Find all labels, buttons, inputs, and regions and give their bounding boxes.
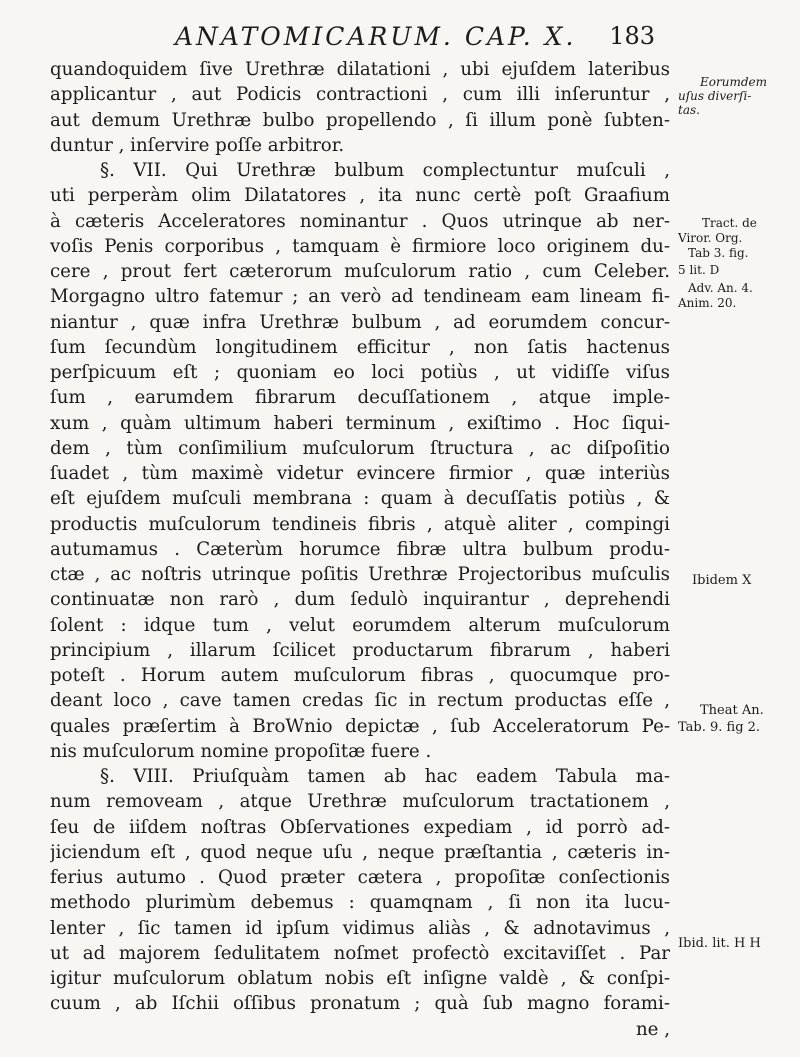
- text-line: ſolent : idque tum , velut eorumdem alterum muſculorum: [50, 614, 670, 636]
- margin-note: Tab. 9. fig 2.: [678, 720, 761, 735]
- text-line: productis muſculorum tendineis fibris , atquè aliter , compingi: [50, 513, 670, 535]
- text-line: Morgagno ultro fatemur ; an verò ad tendineam eam lineam fi-: [50, 286, 670, 308]
- margin-note: Ibid. lit. H H: [678, 936, 761, 951]
- margin-note: Adv. An. 4.: [688, 281, 753, 295]
- margin-note: tas.: [678, 103, 700, 117]
- body-text: [50, 57, 670, 1042]
- text-line: applicantur , aut Podicis contractioni , cum illi inſeruntur ,: [50, 84, 670, 106]
- text-line: cere , prout fert cæterorum muſculorum ratio , cum Celeber.: [50, 261, 670, 282]
- margin-note: uſus diverſi-: [678, 89, 752, 103]
- page-header: [175, 14, 655, 54]
- text-line: jiciendum eſt , quod neque uſu , neque præſtantia , cæteris in-: [50, 841, 670, 863]
- text-line: quales præſertim à BroWnio depictæ , ſub Acceleratorum Pe-: [50, 715, 670, 737]
- text-line: deant loco , cave tamen credas ſic in rectum productas eſſe ,: [50, 690, 670, 712]
- text-line: à cæteris Acceleratores nominantur . Quos utrinque ab ner-: [50, 210, 670, 232]
- text-line: §. VII. Qui Urethræ bulbum complectuntur muſculi ,: [100, 160, 670, 181]
- text-line: ferius autumo . Quod præter cætera , propoſitæ conſectionis: [50, 867, 670, 888]
- margin-note: Viror. Org.: [678, 231, 743, 245]
- text-line: uti perperàm olim Dilatatores , ita nunc certè poſt Graafium: [50, 185, 670, 207]
- text-line: methodo plurimùm debemus : quamqnam , ſi non ita lucu-: [50, 892, 670, 914]
- margin-note: Theat An.: [700, 703, 764, 718]
- text-line: nis muſculorum nomine propoſitæ fuere .: [50, 740, 432, 762]
- text-line: igitur muſculorum oblatum nobis eſt inſigne valdè , & conſpi-: [50, 968, 670, 989]
- margin-note: Tract. de: [702, 216, 757, 230]
- text-line: perſpicuum eſt ; quoniam eo loci potiùs , ut vidiſſe viſus: [50, 362, 670, 383]
- text-line: continuatæ non rarò , dum ſedulò inquirantur , deprehendi: [50, 589, 670, 611]
- text-line: eſt ejuſdem muſculi membrana : quam à decuſſatis potiùs , &: [50, 488, 670, 510]
- margin-note: Tab 3. fig.: [688, 246, 749, 260]
- margin-note: 5 lit. D: [678, 263, 720, 277]
- text-line: niantur , quæ infra Urethræ bulbum , ad eorumdem concur-: [50, 311, 670, 333]
- text-line: duntur , inſervire poſſe arbitror.: [50, 134, 345, 156]
- text-line: ut ad majorem ſedulitatem noſmet profectò excitaviſſet . Par: [50, 942, 670, 964]
- text-line: quandoquidem ſive Urethræ dilatationi , ubi ejuſdem lateribus: [50, 59, 670, 80]
- text-line: voſis Penis corporibus , tamquam è firmiore loco originem du-: [50, 235, 670, 257]
- text-line: principium , illarum ſcilicet productarum fibrarum , haberi: [50, 639, 670, 661]
- text-line: ctæ , ac noſtris utrinque poſitis Urethræ Projectoribus muſculis: [50, 564, 670, 585]
- text-line: cuum , ab Iſchii oſſibus pronatum ; quà ſub magno forami-: [50, 993, 670, 1015]
- margin-note: Eorumdem: [700, 75, 767, 89]
- text-line: aut demum Urethræ bulbo propellendo , ſi illum ponè ſubten-: [50, 109, 670, 131]
- text-line: num removeam , atque Urethræ muſculorum tractationem ,: [50, 791, 670, 813]
- text-line: ne ,: [635, 1018, 670, 1040]
- text-line: poteſt . Horum autem muſculorum fibras , quocumque pro-: [50, 665, 670, 686]
- text-line: ſuadet , tùm maximè videtur evincere firmior , quæ interiùs: [50, 463, 670, 484]
- text-line: ſeu de iiſdem noſtras Obſervationes expediam , id porrò ad-: [50, 816, 670, 838]
- text-line: xum , quàm ultimum haberi terminum , exiſtimo . Hoc ſiqui-: [50, 412, 670, 434]
- running-title: ANATOMICARUM. CAP. X.: [175, 22, 577, 51]
- text-line: dem , tùm conſimilium muſculorum ſtructura , ac diſpoſitio: [50, 437, 670, 459]
- text-line: §. VIII. Priuſquàm tamen ab hac eadem Tabula ma-: [100, 766, 670, 787]
- margin-note: Ibidem X: [692, 573, 752, 588]
- text-line: ſum ſecundùm longitudinem efficitur , non ſatis hactenus: [50, 336, 670, 358]
- text-line: autumamus . Cæterùm horumce fibræ ultra bulbum produ-: [50, 538, 670, 560]
- text-line: ſum , earumdem fibrarum decuſſationem , atque imple-: [50, 387, 670, 409]
- page-number: 183: [609, 22, 655, 50]
- margin-note: Anim. 20.: [678, 296, 737, 310]
- text-line: lenter , ſic tamen id ipſum vidimus aliàs , & adnotavimus ,: [50, 917, 670, 939]
